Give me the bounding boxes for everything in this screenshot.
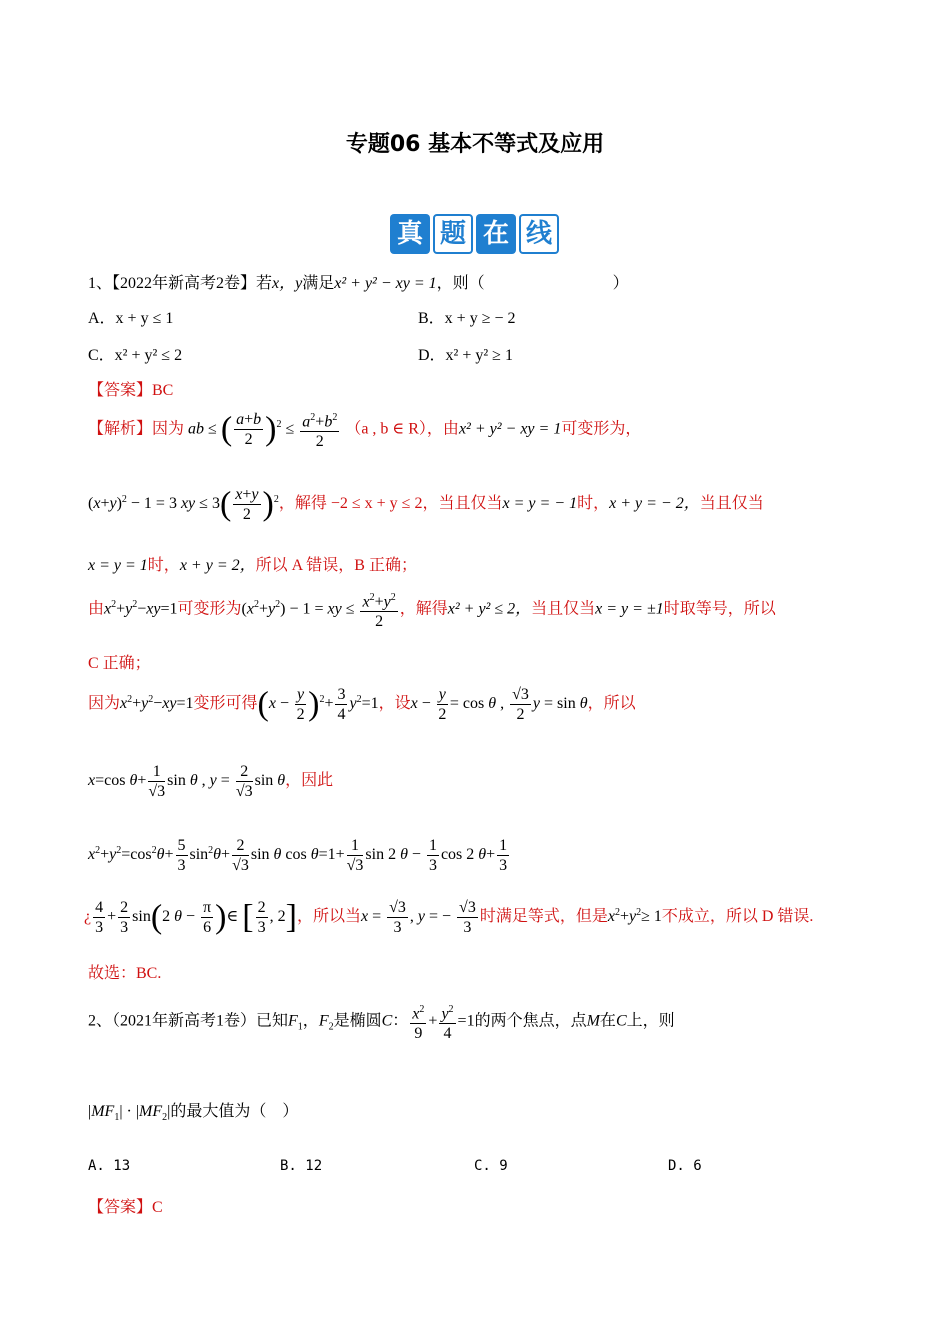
q2-option-a: A. 13 bbox=[88, 1158, 131, 1174]
q2-option-c: C. 9 bbox=[474, 1158, 508, 1174]
q1-analysis-line-6: 因为$x^2+y^2-xy=1$变形可得(x − $\frac{y}{2}$ )$^2$+ $\frac{3}{4}$ $y^2=1$，设x − $\frac{y}{2}$ = cos θ , $\frac{√3}{2}$ y = sin θ，所以 bbox=[88, 685, 636, 723]
badge-char-3: 在 bbox=[476, 214, 516, 254]
badge-char-1: 真 bbox=[390, 214, 430, 254]
q2-answer: 【答案】C bbox=[88, 1199, 163, 1216]
q1-analysis-line-9: ¿ $\frac{4}{3}$ + $\frac{2}{3}$ sin(2 θ − $\frac{\pi}{6}$ )∈ [ $\frac{2}{3}$ , 2]，所以当x = $\frac{√3}{3}$ , y = − $\frac{√3}{3}$ 时满足等式，但是$x^2+y^2\ge 1$不成立，所以 D 错误. bbox=[84, 898, 814, 936]
badge-char-2: 题 bbox=[433, 214, 473, 254]
q1-analysis-line-3: x = y = 1时，x + y = 2，所以 A 错误，B 正确； bbox=[88, 557, 417, 574]
q1-stem: 1、【2022年新高考2卷】若x，y满足x² + y² − xy = 1，则（ ） bbox=[88, 275, 629, 292]
badge-char-4: 线 bbox=[519, 214, 559, 254]
q1-option-a: A．x + y ≤ 1 bbox=[88, 310, 174, 327]
q2-option-d: D. 6 bbox=[668, 1158, 702, 1174]
q1-analysis-line-4: 由$x^2+y^2-xy=1$可变形为$(x^2+y^2) - 1$ = xy ≤ $\frac{x^2+y^2}{2}$ ，解得x² + y² ≤ 2，当且仅当x = y = ±1时取等号，所以 bbox=[88, 588, 776, 631]
q1-analysis-line-1: 【解析】因为 ab ≤ ( $\frac{a+b}{2}$ )$^2$ ≤ $\frac{a^2+b^2}{2}$ （a , b ∈ R），由x² + y² − xy = 1可变形为， bbox=[88, 408, 641, 451]
q2-option-b: B. 12 bbox=[280, 1158, 323, 1174]
q1-analysis-line-7: x=cos θ+ $\frac{1}{√3}$ sin θ , y = $\frac{2}{√3}$ sin θ，因此 bbox=[88, 763, 334, 800]
zhen-ti-zai-xian-badge bbox=[390, 206, 562, 254]
q1-analysis-line-5: C 正确； bbox=[88, 655, 151, 672]
q2-stem-line-2: $|MF_1| \cdot |MF_2|$的最大值为（ ） bbox=[88, 1103, 299, 1124]
q1-conclusion: 故选：BC. bbox=[88, 965, 162, 982]
q2-stem: 2、（2021年新高考1卷）已知$F_1$，$F_2$是椭圆C： $\frac{x^2}{9}$ + $\frac{y^2}{4}$ =1的两个焦点，点M在C上，则 bbox=[88, 1000, 675, 1043]
page-title: 专题06 基本不等式及应用 bbox=[345, 132, 605, 157]
q1-answer: 【答案】BC bbox=[88, 382, 174, 399]
q1-option-c: C．x² + y² ≤ 2 bbox=[88, 347, 183, 364]
q1-option-b: B．x + y ≥ − 2 bbox=[418, 310, 516, 327]
q1-analysis-line-2: $(x+y)^2 - 1 = 3$ xy ≤ 3( $\frac{x+y}{2}$ )$^2$，解得 −2 ≤ x + y ≤ 2，当且仅当x = y = − 1时，x + y = − 2，当且仅当 bbox=[88, 485, 764, 523]
q1-analysis-line-8: $x^2+y^2=\cos^2\theta+$ $\frac{5}{3}$ $\sin^2\theta+$ $\frac{2}{√3}$ sin θ cos θ=1+ $\frac{1}{√3}$ sin 2 θ − $\frac{1}{3}$ cos 2 θ+ $\frac{1}{3}$ bbox=[88, 837, 508, 874]
q1-option-d: D．x² + y² ≥ 1 bbox=[418, 347, 513, 364]
